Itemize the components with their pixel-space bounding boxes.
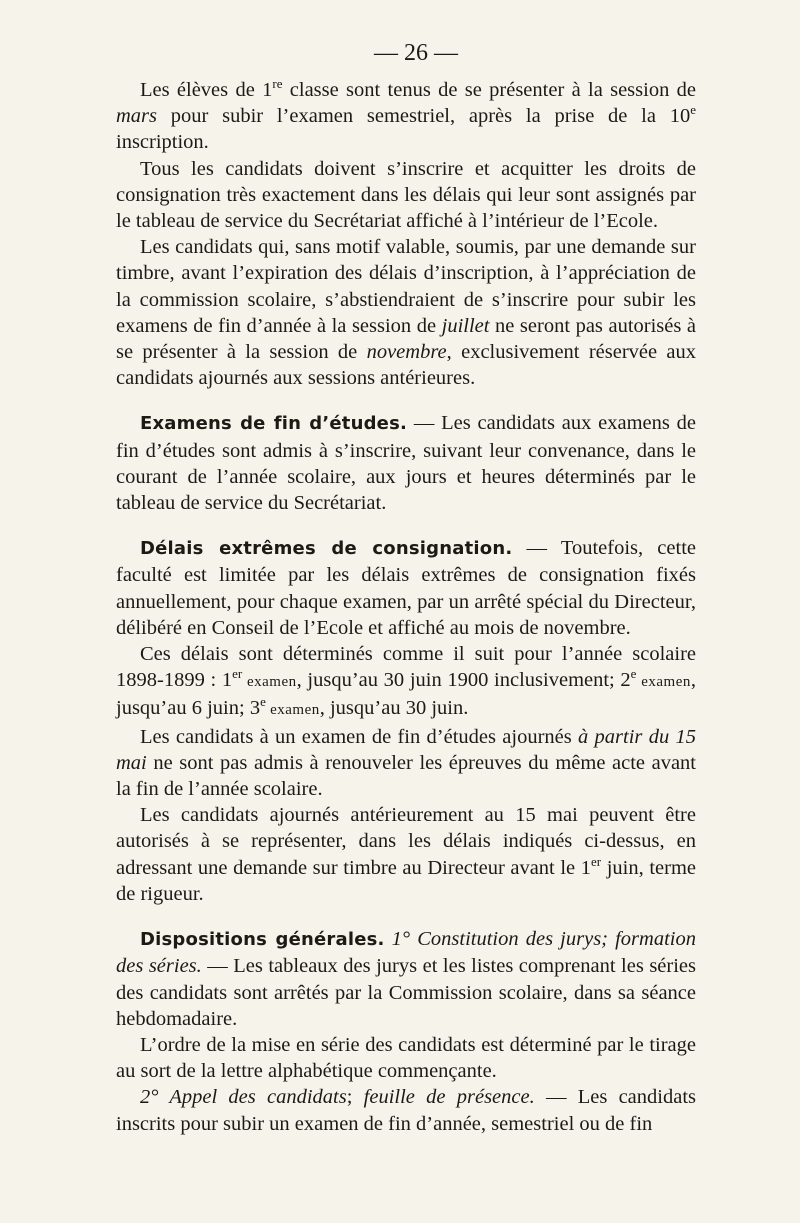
p4-text: — Les candidats aux examens de fin d’études sont admis à s’inscrire, suivant leur convenance, dans le courant de l’année scolaire, aux jours et heures déterminés par le tableau de service du Secrétariat. [116,412,696,515]
p1-italic-mars: mars [116,105,158,128]
p7-text-a: Les candidats à un examen de fin d’études ajournés [140,725,579,748]
p1-text-a: Les élèves de [140,79,263,101]
p9-text-c: — Les tableaux des jurys et les listes comprenant les séries des candidats sont arrêtés par la Commission scolaire, dans sa séance hebdomadaire. [116,955,696,1030]
p1-text-f: inscription. [116,131,209,154]
p6-text-a: Ces délais sont déterminés comme il suit pour l’année scolaire 1898-1899 : [116,643,696,692]
p1-number-sup: e [690,102,696,118]
p3-italic-juillet: juillet [441,314,490,337]
p6-smallcaps-1: examen [242,674,297,691]
p6-ordinal-2-sup: e [630,666,637,682]
section-heading-dispositions-generales: Dispositions générales. [140,929,385,951]
p8-ordinal: 1 [580,856,591,879]
p6-smallcaps-2: examen [636,674,691,691]
p3-italic-novembre: novembre [366,341,447,364]
paragraph-3 [116,234,696,391]
paragraph-5 [116,535,696,641]
paragraph-10: L’ordre de la mise en série des candidats est déterminé par le tirage au sort de la lettre alphabétique commençante. [116,1033,696,1083]
p6-smallcaps-3: examen [265,702,320,719]
p1-number: 10 [669,105,691,128]
p6-ordinal-3-sup: e [260,694,266,710]
p7-italic-date: à partir du 15 mai [116,725,696,774]
p8-text-a: Les candidats ajournés antérieurement au 15 mai peuvent être autorisés à se représenter, dans les délais indiqués ci-dessus, en adressant une demande sur timbre au Directeur avant le [116,804,696,879]
paragraph-11 [116,1084,696,1136]
p11-text-d: — Les candidats inscrits pour subir un examen de fin d’année, semestriel ou de fin [116,1086,696,1135]
p6-ordinal-1: 1 [221,669,233,692]
p6-text-b: , jusqu’au 30 juin 1900 inclusivement; [296,669,621,692]
p11-italic-feuille: feuille de présence. [363,1086,535,1109]
paragraph-2: Tous les candidats doivent s’inscrire et acquitter les droits de consignation très exactement dans les délais qui leur sont assignés par le tableau de service du Secrétariat affiché à l’intérieur de l’Ecole. [116,157,696,233]
paragraph-1 [116,77,696,156]
p5-text: — Toutefois, cette faculté est limitée par les délais extrêmes de consignation fixés annuellement, pour chaque examen, par un arrêté spécial du Directeur, délibéré en Conseil de l’Ecole et affiché au mois de novembre. [116,537,696,639]
p9-italic-constitution: 1° Constitution des jurys; formation des séries. [116,928,696,978]
p6-text-c: , jusqu’au 6 juin; [116,669,697,720]
paragraph-7 [116,724,696,803]
p11-italic-appel: 2° Appel des candidats [140,1086,347,1109]
p8-ordinal-sup: er [591,853,602,869]
p3-text-c: ne seront pas autorisés à se présenter à la session de [116,314,696,364]
p3-text-a: Les candidats qui, sans motif valable, soumis, par une demande sur timbre, avant l’expiration des délais d’inscription, à l’appréciation de la commission scolaire, s’abstiendraient de s’inscrire pour subir les examens de fin d’année à la session de [116,236,696,337]
p1-text-b: classe sont tenus de se présenter à la session de [282,79,696,101]
p1-text-d: pour subir l’examen semestriel, après la prise de la [157,105,670,128]
p6-ordinal-1-sup: er [232,666,243,682]
paragraph-8 [116,802,696,907]
paragraph-4 [116,410,696,516]
p11-text-b: ; [346,1086,364,1109]
p1-ordinal-sup: re [272,76,283,92]
p8-text-b: juin, terme de rigueur. [116,856,696,905]
p6-ordinal-3: 3 [249,697,261,720]
p6-ordinal-2: 2 [620,669,631,692]
p7-text-c: ne sont pas admis à renouveler les épreuves du même acte avant la fin de l’année scolaire. [116,751,696,801]
section-heading-delais-consignation: Délais extrêmes de consignation. [140,538,513,560]
section-heading-examens-fin-etudes: Examens de fin d’études. [140,413,408,435]
page-number: — 26 — [374,40,458,66]
p1-ordinal: 1 [262,79,273,101]
paragraph-6 [116,641,696,724]
p6-text-d: , jusqu’au 30 juin. [319,697,469,720]
p3-text-e: , exclusivement réservée aux candidats ajournés aux sessions antérieures. [116,341,697,390]
paragraph-9 [116,926,696,1032]
